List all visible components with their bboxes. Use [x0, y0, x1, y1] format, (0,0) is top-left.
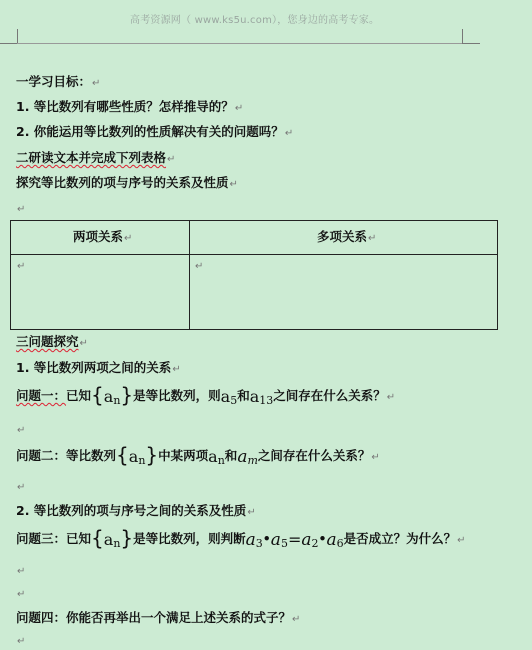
question-text: 和	[237, 388, 250, 403]
sequence-variable: a	[128, 447, 139, 466]
term-variable: a	[326, 530, 337, 550]
crop-mark-left	[0, 29, 18, 44]
subsection-two-term	[16, 360, 181, 378]
header-text: 两项关系	[73, 229, 124, 244]
right-brace: }	[120, 383, 134, 407]
term-variable: a	[301, 530, 312, 550]
multiply-dot: •	[318, 531, 327, 546]
term-variable: a	[208, 447, 218, 466]
section-learning-goals	[16, 74, 100, 92]
header-rule	[17, 43, 462, 44]
question-text: 已知	[66, 388, 92, 403]
paragraph-mark: ↵	[284, 128, 294, 139]
empty-paragraph	[16, 585, 25, 603]
paragraph-mark: ↵	[371, 452, 380, 463]
paragraph-mark: ↵	[17, 482, 26, 493]
sequence-subscript: n	[138, 454, 146, 467]
question-1	[16, 383, 396, 409]
section-problem-explore	[16, 334, 88, 352]
goal-2	[16, 124, 293, 142]
subsection-term-index	[16, 503, 256, 521]
paragraph-mark: ↵	[167, 154, 176, 165]
question-text: 之间存在什么关系？	[257, 448, 371, 463]
question-text: 之间存在什么关系？	[273, 388, 386, 403]
question-text: 等比数列	[66, 448, 117, 463]
paragraph-mark: ↵	[92, 78, 101, 89]
page-header: 高考资源网（ www.ks5u.com），您身边的高考专家。	[130, 15, 380, 26]
table-header-two-term	[73, 227, 132, 245]
term-variable: a	[270, 530, 281, 550]
term-subscript: 5	[230, 394, 238, 407]
left-brace: {	[91, 526, 104, 550]
paragraph-mark: ↵	[229, 179, 238, 190]
paragraph-mark: ↵	[17, 204, 26, 215]
multiply-dot: •	[262, 531, 271, 546]
left-brace: {	[91, 383, 104, 407]
term-subscript: m	[247, 454, 258, 467]
paragraph-mark: ↵	[17, 636, 26, 647]
question-text: 你能否再举出一个满足上述关系的式子？	[66, 610, 292, 625]
term-subscript: 6	[336, 537, 344, 550]
sequence-subscript: n	[113, 537, 121, 550]
question-label: 问题三：	[16, 531, 67, 546]
explore-line	[16, 175, 238, 193]
question-text: 已知	[66, 531, 92, 546]
term-subscript: 3	[255, 537, 263, 550]
goal-text: 2. 你能运用等比数列的性质解决有关的问题吗？	[16, 124, 284, 139]
paragraph-mark: ↵	[172, 364, 181, 375]
term-subscript: 13	[259, 394, 274, 407]
paragraph-mark: ↵	[247, 507, 256, 518]
empty-paragraph	[16, 200, 25, 218]
empty-paragraph	[16, 562, 25, 580]
paragraph-mark: ↵	[124, 233, 133, 244]
paragraph-mark: ↵	[17, 566, 26, 577]
right-brace: }	[120, 526, 134, 550]
table-cell-two-term[interactable]: ↵	[17, 261, 26, 272]
paragraph-mark: ↵	[17, 425, 26, 436]
question-text: 和	[224, 448, 238, 463]
empty-paragraph	[16, 478, 25, 496]
term-variable: a	[245, 530, 256, 550]
question-text: 中某两项	[158, 448, 209, 463]
paragraph-mark: ↵	[79, 338, 88, 349]
heading-text: 一学习目标：	[16, 74, 92, 89]
question-4	[16, 610, 300, 628]
equals-sign: =	[287, 530, 302, 549]
paragraph-mark: ↵	[386, 392, 396, 403]
question-label: 问题一：	[16, 388, 67, 403]
term-variable: a	[220, 387, 231, 406]
heading-text: 三问题探究	[16, 334, 79, 349]
heading-text: 二研读文本并完成下列表格	[16, 150, 167, 165]
header-text: 多项关系	[317, 229, 368, 244]
term-subscript: n	[217, 454, 225, 467]
paragraph-mark: ↵	[457, 535, 466, 546]
question-text: 是等比数列，则	[133, 388, 221, 403]
question-3	[16, 526, 466, 552]
sequence-variable: a	[103, 530, 114, 549]
sequence-subscript: n	[113, 394, 121, 407]
right-brace: }	[145, 443, 159, 467]
section-read-text	[16, 150, 175, 168]
table-divider-horizontal	[11, 254, 497, 255]
question-text: 是等比数列，则判断	[133, 531, 246, 546]
relations-table	[10, 220, 498, 330]
question-2	[16, 443, 380, 469]
left-brace: {	[116, 443, 129, 467]
paragraph-mark: ↵	[292, 614, 301, 625]
empty-paragraph	[16, 632, 25, 650]
table-divider-vertical	[189, 221, 190, 329]
question-label: 问题四：	[16, 610, 67, 625]
crop-mark-right	[462, 29, 480, 44]
paragraph-mark: ↵	[234, 103, 244, 114]
paragraph-mark: ↵	[368, 233, 377, 244]
term-variable: a	[237, 447, 248, 467]
explore-text: 探究等比数列的项与序号的关系及性质	[16, 175, 229, 190]
question-label: 问题二：	[16, 448, 67, 463]
sequence-variable: a	[103, 387, 114, 406]
term-subscript: 2	[311, 537, 319, 550]
subsection-text: 2. 等比数列的项与序号之间的关系及性质	[16, 503, 247, 518]
table-header-multi-term	[317, 227, 376, 245]
empty-paragraph	[16, 421, 25, 439]
table-cell-multi-term[interactable]: ↵	[195, 261, 204, 272]
question-text: 是否成立？为什么？	[343, 531, 457, 546]
subsection-text: 1. 等比数列两项之间的关系	[16, 360, 172, 375]
term-variable: a	[249, 387, 260, 406]
paragraph-mark: ↵	[17, 589, 26, 600]
goal-1	[16, 99, 243, 117]
goal-text: 1. 等比数列有哪些性质？怎样推导的？	[16, 99, 234, 114]
term-subscript: 5	[280, 537, 288, 550]
